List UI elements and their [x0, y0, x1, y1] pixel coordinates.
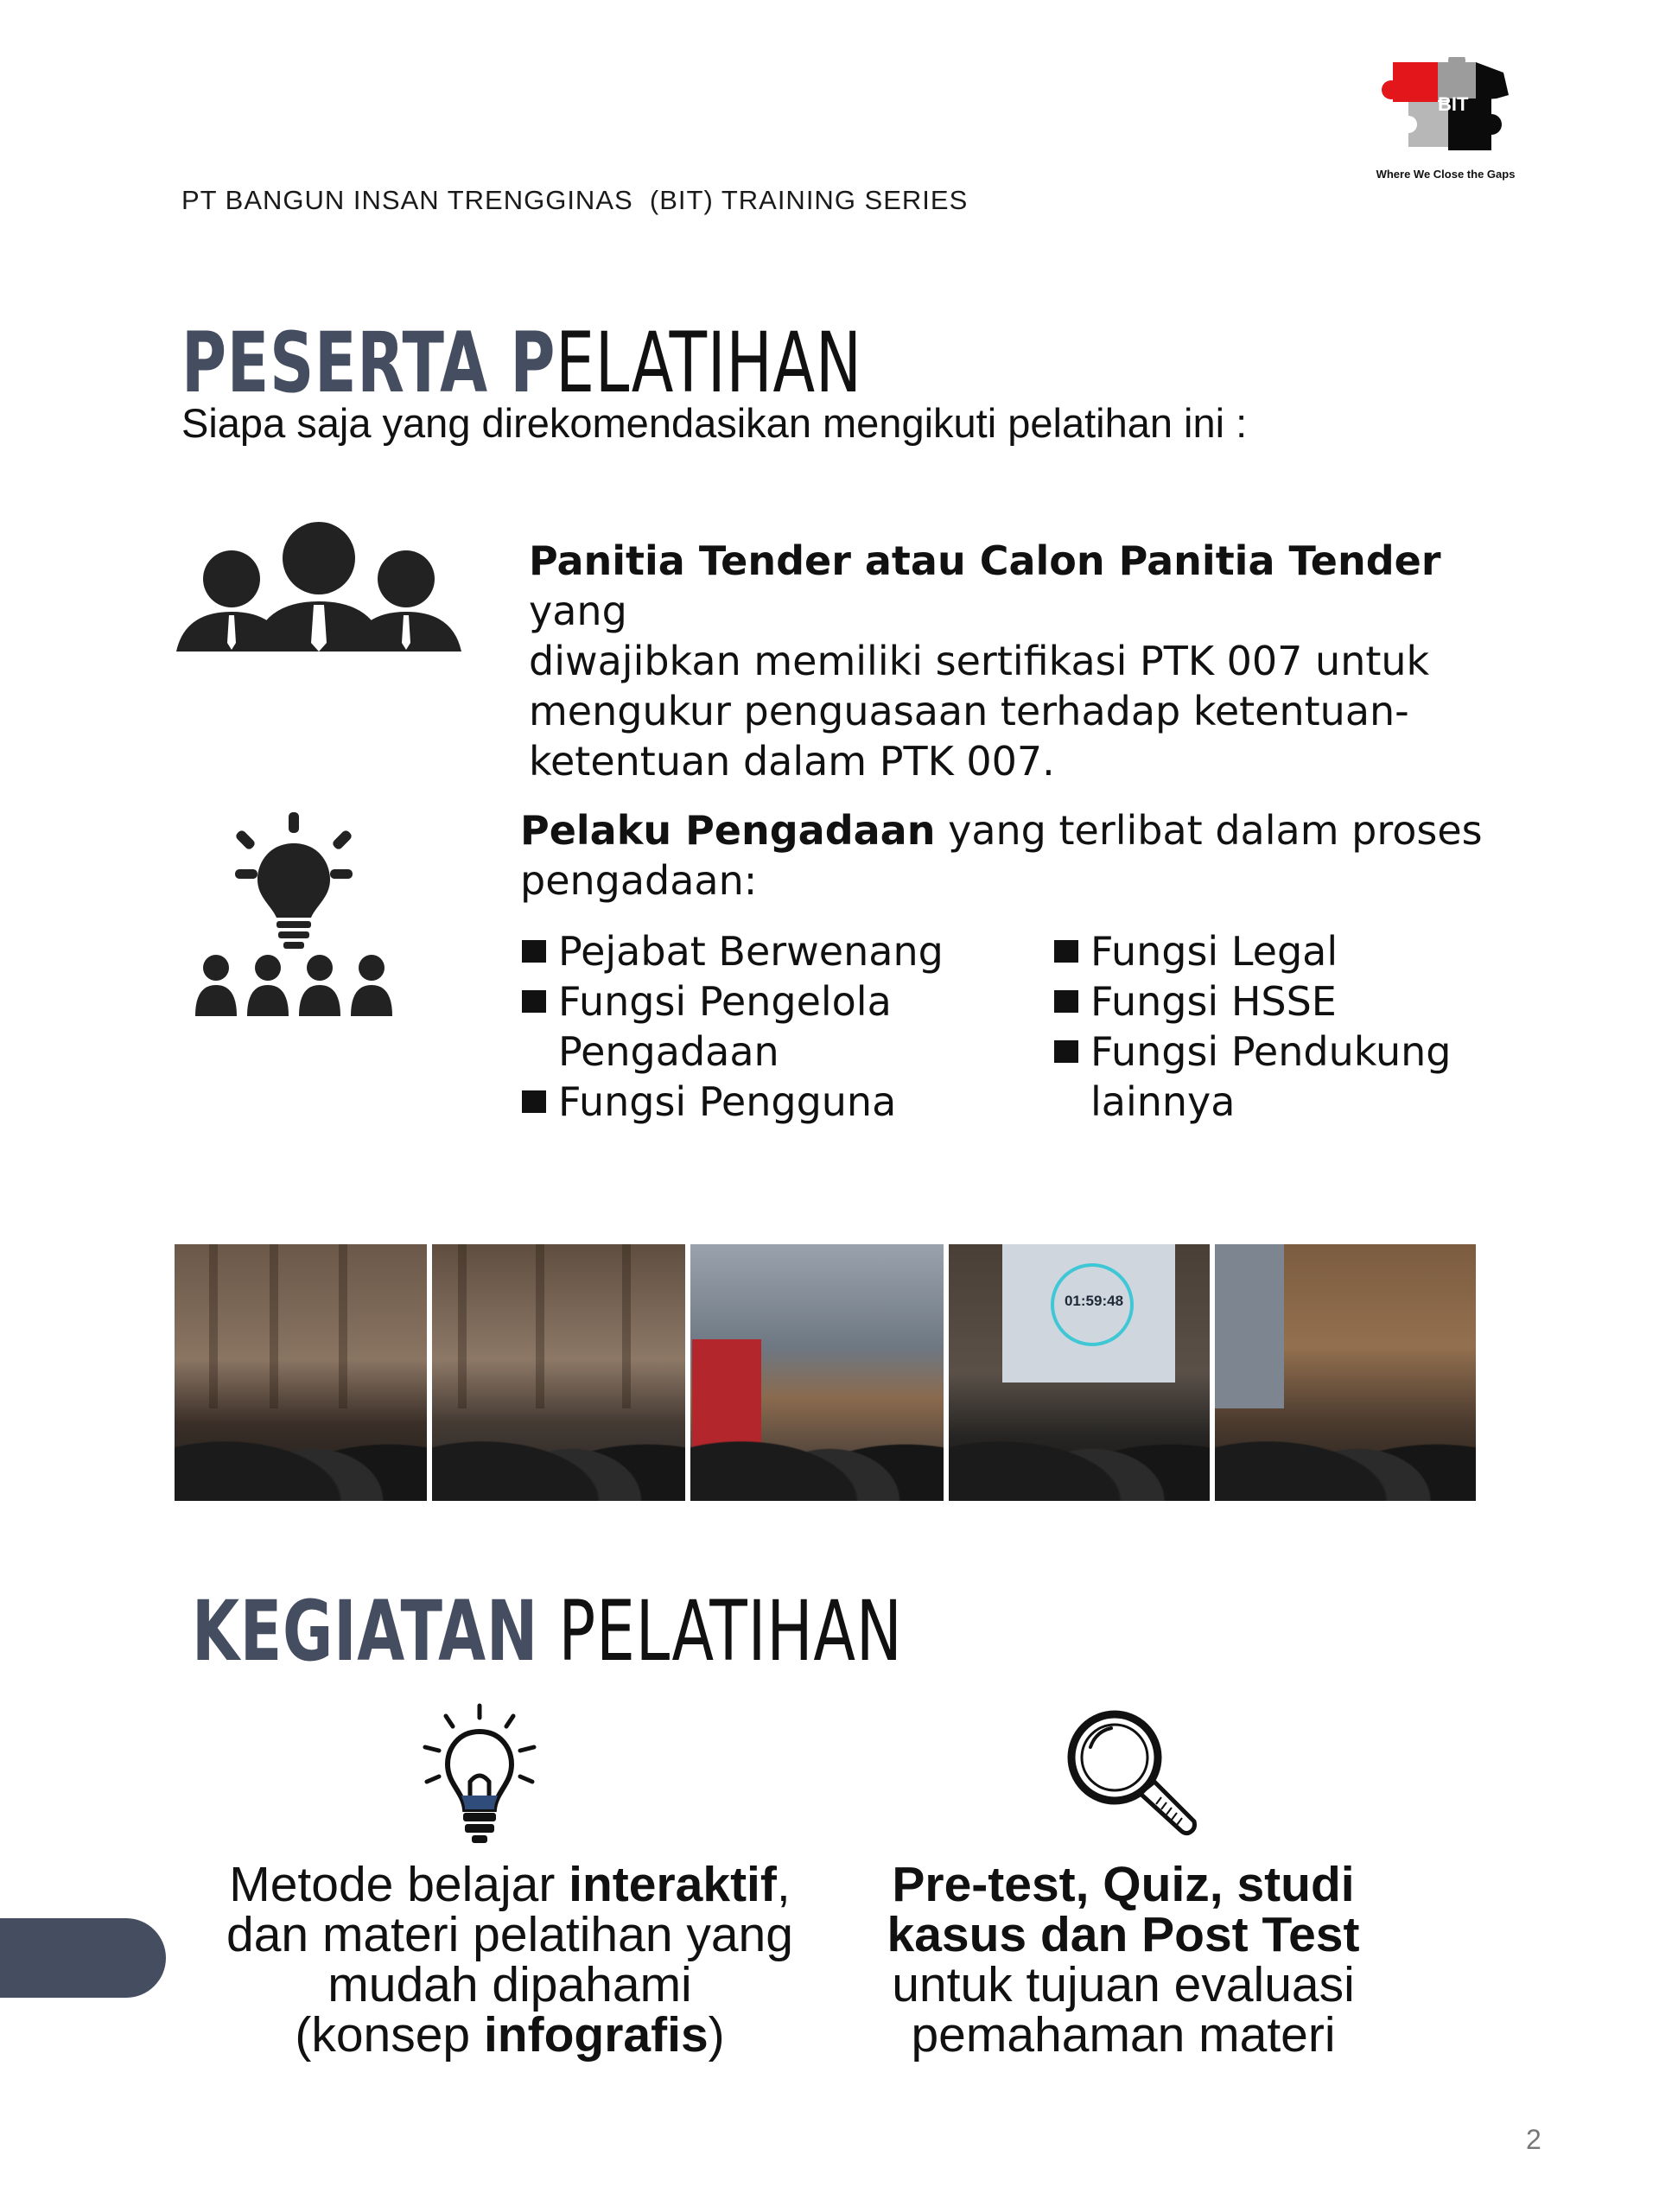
training-photo-strip — [175, 1244, 1481, 1501]
item2-line1-rest: yang terlibat dalam proses — [935, 807, 1483, 854]
act2-line1 — [855, 1859, 1391, 1910]
item1-line4: ketentuan dalam PTK 007. — [529, 738, 1055, 785]
company-logo — [1363, 57, 1519, 187]
svg-text:BIT: BIT — [1438, 93, 1469, 115]
magnifier-icon — [1061, 1704, 1199, 1842]
idea-lightbulb-icon — [415, 1702, 544, 1849]
act1-line2: dan materi pelatihan yang — [226, 1907, 793, 1962]
item1-line1-rest: yang — [529, 588, 627, 634]
role-list-item: Fungsi Pengguna — [520, 1077, 1004, 1127]
act2-l1-bold: Pre-test, Quiz, studi — [892, 1857, 1355, 1912]
act1-l4-bold: infografis — [483, 2007, 709, 2063]
training-photo — [690, 1244, 944, 1501]
training-photo — [175, 1244, 427, 1501]
role-list-left — [520, 926, 1004, 1127]
act1-l4-end: ) — [708, 2007, 725, 2063]
peserta-title-dark: PESERTA P — [181, 315, 556, 411]
act2-line3: untuk tujuan evaluasi — [892, 1957, 1355, 2012]
timer-readout: 01:59:48 — [1064, 1293, 1124, 1309]
role-list-right — [1052, 926, 1502, 1127]
role-list-item: Fungsi Pendukung lainnya — [1052, 1027, 1502, 1127]
role-list-item: Fungsi Pengelola Pengadaan — [520, 976, 1004, 1077]
item2-bold: Pelaku Pengadaan — [520, 807, 936, 854]
lightbulb-audience-icon — [190, 812, 397, 1020]
peserta-subtitle: Siapa saja yang direkomendasikan mengikuti pelatihan ini : — [181, 400, 1248, 446]
act1-line4 — [181, 2007, 838, 2063]
peserta-item-1 — [529, 536, 1522, 786]
peserta-title-black: ELATIHAN — [556, 315, 862, 411]
item1-line3: mengukur penguasaan terhadap ketentuan- — [529, 688, 1409, 734]
role-list-item: Fungsi Legal — [1052, 926, 1502, 976]
training-photo — [432, 1244, 685, 1501]
kegiatan-section-title — [192, 1583, 903, 1680]
logo-tagline: Where We Close the Gaps — [1376, 168, 1516, 181]
item1-bold: Panitia Tender atau Calon Panitia Tender — [529, 537, 1441, 584]
side-tab-decoration — [0, 1918, 166, 1998]
peserta-section-title — [181, 315, 862, 411]
item1-line2: diwajibkan memiliki sertifikasi PTK 007 untuk — [529, 638, 1430, 684]
item2-line2: pengadaan: — [520, 857, 758, 904]
training-photo-timer — [949, 1244, 1210, 1501]
act1-line3: mudah dipahami — [327, 1957, 692, 2012]
people-group-icon — [176, 522, 461, 652]
act1-l1-normal: Metode belajar — [229, 1857, 569, 1912]
training-photo — [1215, 1244, 1476, 1501]
act2-line4: pemahaman materi — [911, 2007, 1336, 2063]
peserta-item-2 — [520, 805, 1514, 906]
act1-l1-end: , — [776, 1857, 791, 1912]
act2-l2-bold: kasus dan Post Test — [887, 1907, 1360, 1962]
act1-l1-bold: interaktif — [569, 1857, 777, 1912]
page-number: 2 — [1526, 2124, 1541, 2155]
role-list-item: Fungsi HSSE — [1052, 976, 1502, 1027]
puzzle-logo-icon — [1374, 57, 1519, 178]
kegiatan-title-dark: KEGIATAN — [192, 1583, 539, 1680]
act2-line2 — [855, 1907, 1391, 1962]
activity-evaluation-text — [855, 1857, 1391, 2063]
act1-line1 — [181, 1859, 838, 1910]
activity-interactive-text — [181, 1857, 838, 2063]
kegiatan-title-black: PELATIHAN — [538, 1583, 903, 1680]
role-list-item: Pejabat Berwenang — [520, 926, 1004, 976]
act1-l4-start: (konsep — [295, 2007, 484, 2063]
item1-line1 — [529, 536, 1522, 636]
header-company-text: PT BANGUN INSAN TRENGGINAS (BIT) TRAINING SERIES — [181, 185, 969, 215]
item2-line1 — [520, 805, 1514, 855]
